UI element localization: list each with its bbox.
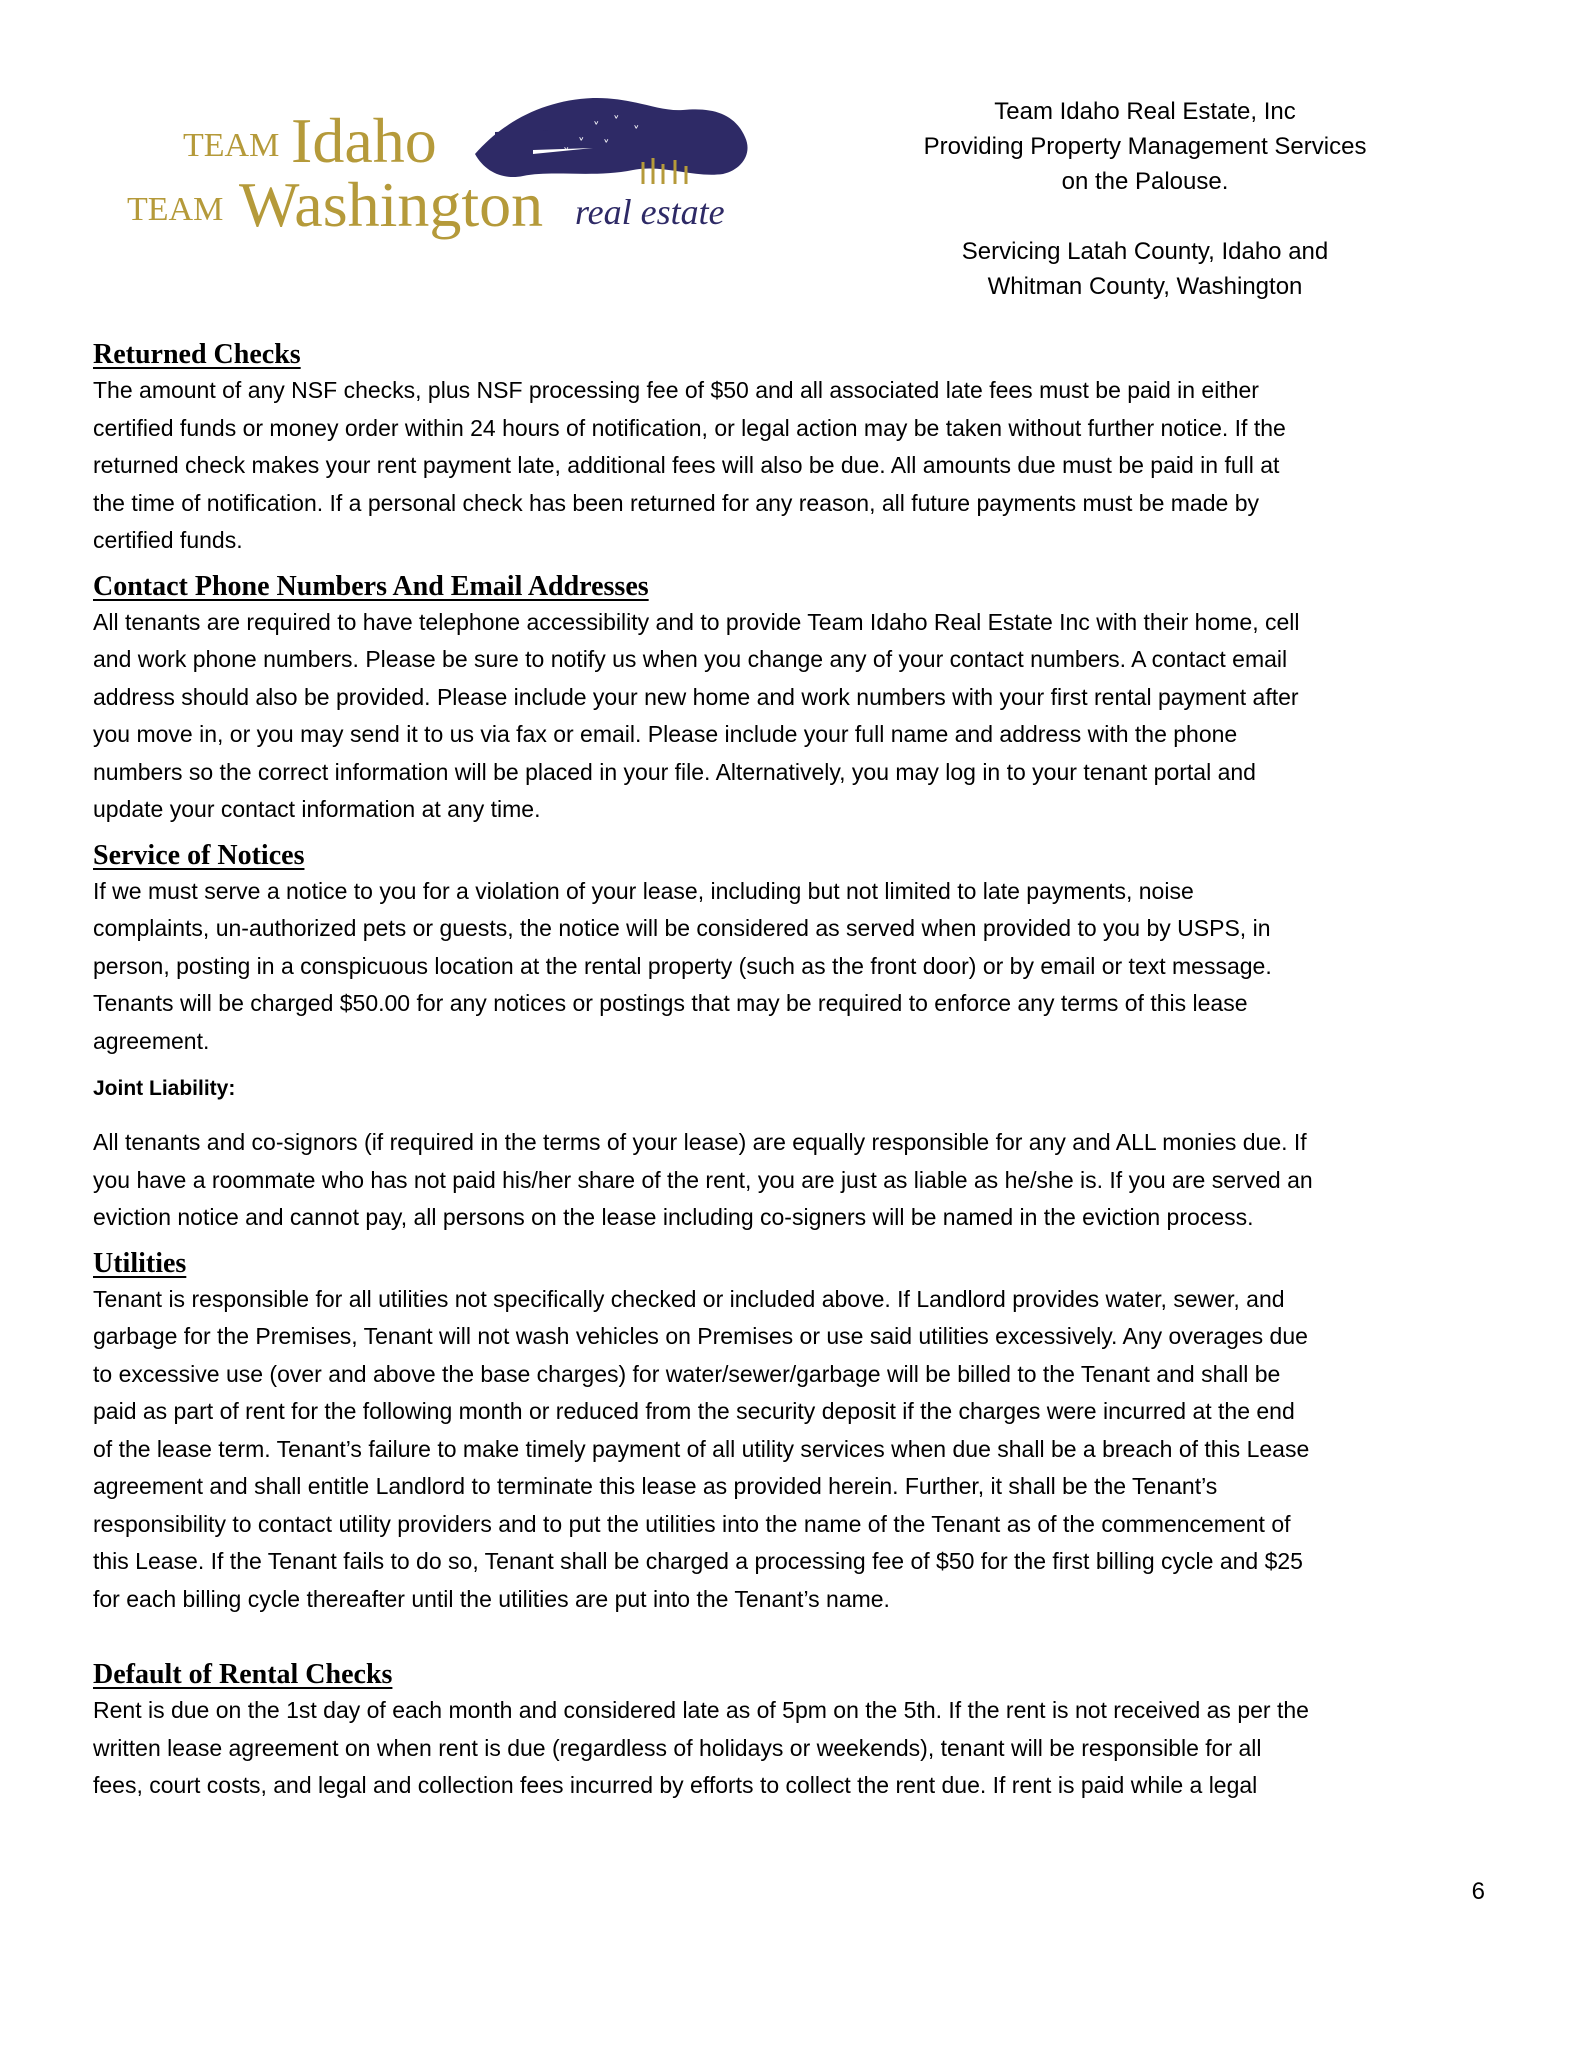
section-contact — [93, 570, 1493, 829]
document-body — [93, 338, 1493, 1805]
svg-text:˅: ˅ — [563, 147, 570, 162]
company-logo — [123, 92, 758, 257]
company-county-2: Whitman County, Washington — [987, 273, 1303, 300]
section-heading: Default of Rental Checks — [93, 1659, 393, 1690]
logo-team-1: TEAM — [183, 127, 280, 164]
section-heading: Utilities — [93, 1247, 187, 1279]
section-heading: Service of Notices — [93, 839, 305, 871]
section-default-checks — [93, 1658, 1493, 1805]
section-heading: Returned Checks — [93, 339, 301, 370]
section-body: All tenants and co-signors (if required in the terms of your lease) are equally responsible for any and ALL monies due. If you have a roommate who has not paid his/her share of the rent, you are just as liable as he/she is. If you are served an eviction notice and cannot pay, all persons on the lease including co-signers will be named in the eviction process. — [93, 1129, 1313, 1230]
logo-washington: Washington — [239, 169, 544, 240]
section-joint-liability — [93, 1074, 1493, 1237]
section-body: If we must serve a notice to you for a violation of your lease, including but not limited to late payments, noise complaints, un-authorized pets or guests, the notice will be considered as served when provided to you by USPS, in person, posting in a conspicuous location at the rental property (such as the front door) or by email or text message. Tenants will be charged $50.00 for any notices or postings that may be required to enforce any terms of this lease agreement. — [93, 877, 1272, 1054]
company-region: on the Palouse. — [1061, 168, 1229, 195]
section-body: All tenants are required to have telephone accessibility and to provide Team Idaho Real Estate Inc with their home, cell and work phone numbers. Please be sure to notify us when you change any of your contact numbers. A contact email address should also be provided. Please include your new home and work numbers with your first rental payment after you move in, or you may send it to us via fax or email. Please include your full name and address with the phone numbers so the correct information will be placed in your file. Alternatively, you may log in to your tenant portal and update your contact information at any time. — [93, 608, 1300, 822]
svg-text:˅: ˅ — [578, 137, 585, 152]
logo-graphic — [123, 92, 758, 257]
svg-text:˅: ˅ — [603, 139, 610, 154]
company-county-1: Servicing Latah County, Idaho and — [961, 238, 1329, 265]
logo-team-2: TEAM — [127, 191, 224, 228]
section-body: Rent is due on the 1st day of each month and considered late as of 5pm on the 5th. If the rent is not received as per the written lease agreement on when rent is due (regardless of holidays or weekends), tenant will be responsible for all fees, court costs, and legal and collection fees incurred by efforts to collect the rent due. If rent is paid while a legal — [93, 1697, 1309, 1798]
company-info — [870, 94, 1420, 304]
svg-text:˅: ˅ — [593, 121, 600, 136]
company-name: Team Idaho Real Estate, Inc — [994, 98, 1296, 125]
section-utilities — [93, 1247, 1493, 1619]
section-notices — [93, 839, 1493, 1061]
company-service: Providing Property Management Services — [923, 133, 1367, 160]
logo-idaho: Idaho — [291, 105, 437, 176]
svg-text:˅: ˅ — [633, 125, 640, 140]
svg-text:˅: ˅ — [613, 115, 620, 130]
section-returned-checks — [93, 338, 1493, 560]
section-body: Tenant is responsible for all utilities not specifically checked or included above. If Landlord provides water, sewer, and garbage for the Premises, Tenant will not wash vehicles on Premises or use said utilities excessively. Any overages due to excessive use (over and above the base charges) for water/sewer/garbage will be billed to the Tenant and shall be paid as part of rent for the following month or reduced from the security deposit if the charges were incurred at the end of the lease term. Tenant’s failure to make timely payment of all utility services when due shall be a breach of this Lease agreement and shall entitle Landlord to terminate this lease as provided herein. Further, it shall be the Tenant’s responsibility to contact utility providers and to put the utilities into the name of the Tenant as of the commencement of this Lease. If the Tenant fails to do so, Tenant shall be charged a processing fee of $50 for the first billing cycle and $25 for each billing cycle thereafter until the utilities are put into the Tenant’s name. — [93, 1285, 1310, 1612]
logo-tagline: real estate — [575, 192, 725, 232]
page-number: 6 — [1471, 1878, 1485, 1905]
section-heading: Contact Phone Numbers And Email Addresses — [93, 570, 649, 602]
section-body: The amount of any NSF checks, plus NSF processing fee of $50 and all associated late fees must be paid in either certified funds or money order within 24 hours of notification, or legal action may be taken without further notice. If the returned check makes your rent payment late, additional fees will also be due. All amounts due must be paid in full at the time of notification. If a personal check has been returned for any reason, all future payments must be made by certified funds. — [93, 377, 1286, 553]
section-subheading: Joint Liability: — [93, 1077, 236, 1100]
